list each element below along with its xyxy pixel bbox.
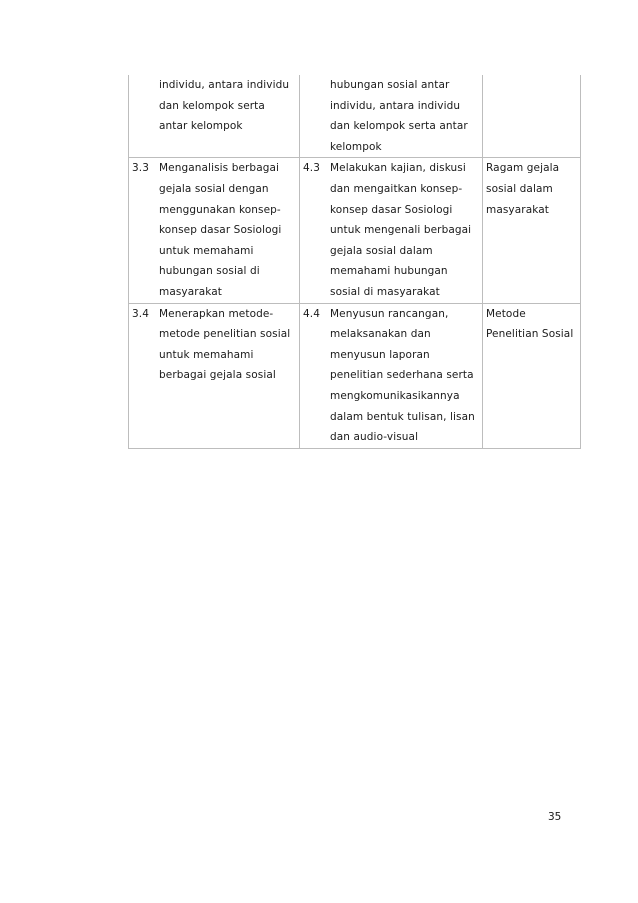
kd4-cell [300, 158, 483, 303]
text-line: untuk mengenali berbagai [330, 224, 472, 237]
table-row [129, 158, 581, 303]
table-row [129, 303, 581, 448]
text-line: masyarakat [486, 203, 549, 216]
text-line: gejala sosial dengan [159, 182, 269, 195]
kd3-number: 3.3 [132, 162, 149, 175]
kd3-text [159, 75, 299, 137]
kd3-text [159, 158, 299, 302]
text-line: masyarakat [159, 285, 222, 298]
kd4-number: 4.3 [303, 162, 320, 175]
text-line: Melakukan kajian, diskusi [330, 162, 466, 175]
text-line: hubungan sosial di [159, 265, 260, 278]
text-line: menggunakan konsep- [159, 203, 281, 216]
text-line: Menerapkan metode- [159, 307, 274, 320]
kd3-cell [129, 303, 300, 448]
text-line: Menyusun rancangan, [330, 307, 449, 320]
text-line: untuk memahami [159, 244, 254, 257]
kd4-cell [300, 303, 483, 448]
text-line: mengkomunikasikannya [330, 389, 460, 402]
materi-cell [483, 303, 581, 448]
text-line: metode penelitian sosial [159, 328, 291, 341]
text-line: Menganalisis berbagai [159, 162, 280, 175]
text-line: memahami hubungan [330, 265, 448, 278]
text-line: penelitian sederhana serta [330, 369, 474, 382]
kd3-cell [129, 75, 300, 158]
text-line: hubungan sosial antar [330, 79, 450, 91]
kd4-text [330, 75, 482, 157]
text-line: Penelitian Sosial [486, 328, 574, 341]
text-line: sosial di masyarakat [330, 285, 440, 298]
kompetensi-dasar-table [128, 75, 581, 449]
kd4-text [330, 304, 482, 448]
kd4-cell [300, 75, 483, 158]
text-line: dan kelompok serta antar [330, 120, 468, 133]
text-line: Ragam gejala [486, 162, 560, 175]
kd3-number: 3.4 [132, 307, 149, 320]
text-line: konsep dasar Sosiologi [330, 203, 453, 216]
text-line: konsep dasar Sosiologi [159, 224, 282, 237]
text-line: sosial dalam [486, 182, 553, 195]
kd4-text [330, 158, 482, 302]
kd3-cell [129, 158, 300, 303]
text-line: kelompok [330, 140, 382, 153]
text-line: gejala sosial dalam [330, 244, 433, 257]
table-row [129, 75, 581, 158]
text-line: untuk memahami [159, 348, 254, 361]
kd4-number: 4.4 [303, 307, 320, 320]
text-line: dalam bentuk tulisan, lisan [330, 410, 475, 423]
text-line: menyusun laporan [330, 348, 430, 361]
kd3-text [159, 304, 299, 386]
text-line: dan mengaitkan konsep- [330, 182, 463, 195]
text-line: individu, antara individu [330, 99, 461, 112]
page-number: 35 [548, 811, 562, 823]
text-line: dan audio-visual [330, 431, 419, 444]
text-line: dan kelompok serta [159, 99, 265, 112]
text-line: Metode [486, 307, 526, 320]
text-line: individu, antara individu [159, 79, 290, 91]
materi-cell [483, 75, 581, 158]
materi-cell [483, 158, 581, 303]
text-line: antar kelompok [159, 120, 243, 133]
text-line: berbagai gejala sosial [159, 369, 276, 382]
text-line: melaksanakan dan [330, 328, 431, 341]
